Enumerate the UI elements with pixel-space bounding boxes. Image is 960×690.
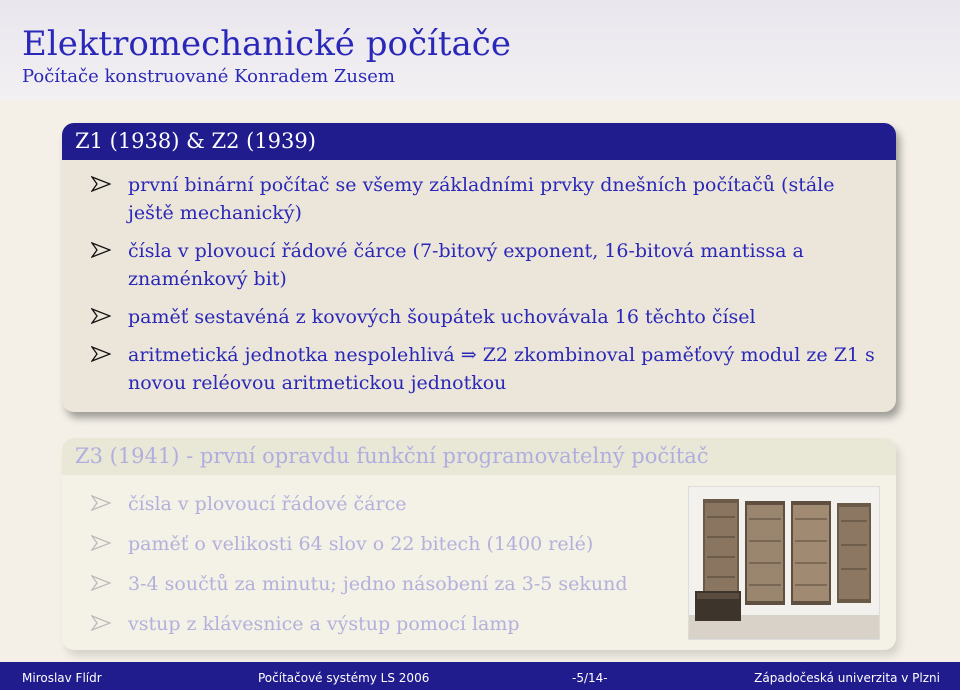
slide-footer <box>0 662 960 690</box>
slide-header <box>0 0 960 100</box>
arrow-bullet-icon <box>91 615 111 631</box>
footer-page-number: -5/14- <box>572 671 608 685</box>
list-item <box>62 530 662 558</box>
list-item <box>62 171 896 227</box>
list-item-text: aritmetická jednotka nespolehlivá ⇒ Z2 zkombinoval paměťový modul ze Z1 s novou reléovou aritmetickou jednotkou <box>128 344 875 394</box>
footer-author: Miroslav Flídr <box>22 671 102 685</box>
footer-university: Západočeská univerzita v Plzni <box>754 671 940 685</box>
arrow-bullet-icon <box>91 575 111 591</box>
list-item-text: vstup z klávesnice a výstup pomocí lamp <box>128 613 520 635</box>
footer-course: Počítačové systémy LS 2006 <box>258 671 430 685</box>
list-item-text: paměť sestavéná z kovových šoupátek uchovávala 16 těchto čísel <box>128 306 756 328</box>
block-z1-z2-list <box>62 171 896 407</box>
arrow-bullet-icon <box>91 176 111 192</box>
list-item-text: čísla v plovoucí řádové čárce (7-bitový exponent, 16-bitová mantissa a znaménkový bit) <box>128 240 804 290</box>
list-item <box>62 303 896 331</box>
slide-title: Elektromechanické počítače <box>22 24 511 64</box>
z3-computer-photo <box>688 486 880 640</box>
arrow-bullet-icon <box>91 308 111 324</box>
arrow-bullet-icon <box>91 346 111 362</box>
list-item <box>62 341 896 397</box>
list-item <box>62 610 662 638</box>
arrow-bullet-icon <box>91 242 111 258</box>
list-item-text: 3-4 součtů za minutu; jedno násobení za 3-5 sekund <box>128 573 628 595</box>
arrow-bullet-icon <box>91 495 111 511</box>
block-z1-z2 <box>62 123 896 412</box>
list-item <box>62 237 896 293</box>
block-z3-title: Z3 (1941) - první opravdu funkční programovatelný počítač <box>62 438 896 475</box>
block-z3-list <box>62 490 662 650</box>
block-z1-z2-title: Z1 (1938) & Z2 (1939) <box>62 123 896 160</box>
arrow-bullet-icon <box>91 535 111 551</box>
list-item-text: paměť o velikosti 64 slov o 22 bitech (1400 relé) <box>128 533 594 555</box>
list-item <box>62 570 662 598</box>
list-item <box>62 490 662 518</box>
slide-subtitle: Počítače konstruované Konradem Zusem <box>22 66 395 87</box>
list-item-text: první binární počítač se všemy základními prvky dnešních počítačů (stále ještě mechanický) <box>128 174 835 224</box>
list-item-text: čísla v plovoucí řádové čárce <box>128 493 407 515</box>
